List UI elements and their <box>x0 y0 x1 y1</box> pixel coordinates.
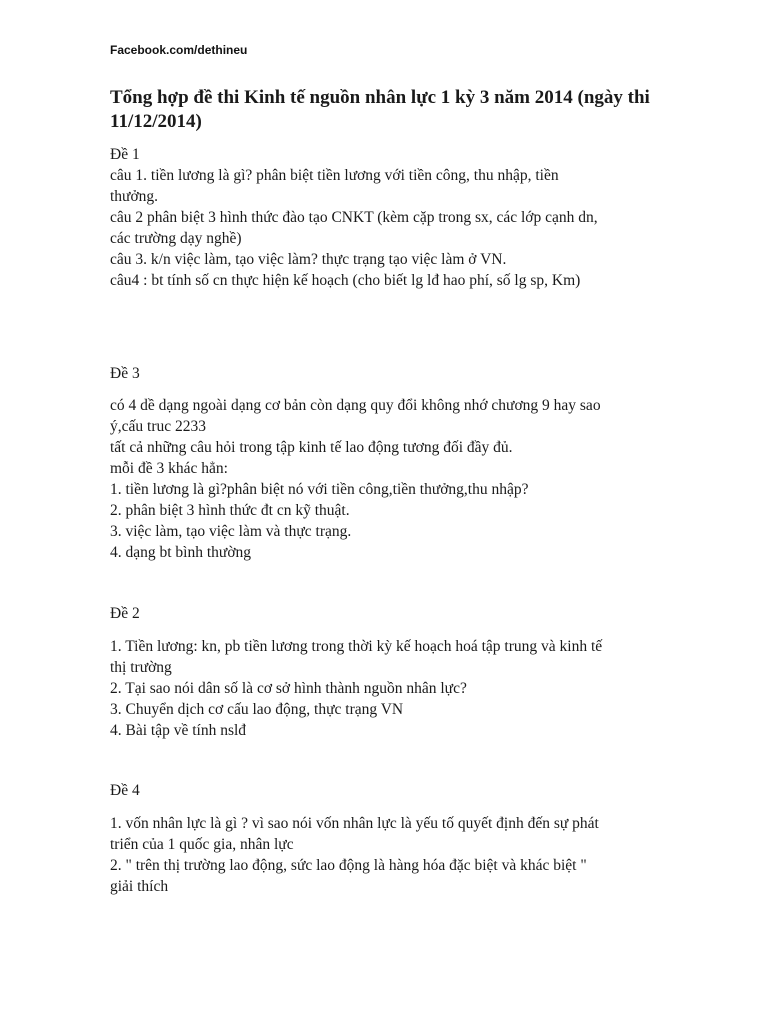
question-line: 2. phân biệt 3 hình thức đt cn kỹ thuật. <box>110 502 350 519</box>
exam-section-4 <box>110 781 700 897</box>
exam-section-3 <box>110 364 700 563</box>
question-line: ý,cấu truc 2233 <box>110 418 206 435</box>
question-line: thưởng. <box>110 188 159 205</box>
question-line: 1. vốn nhân lực là gì ? vì sao nói vốn nhân lực là yếu tố quyết định đến sự phát <box>110 815 599 832</box>
question-line: các trường dạy nghề) <box>110 230 242 247</box>
question-line: mỗi đề 3 khác hẳn: <box>110 460 228 477</box>
exam-heading: Đề 1 <box>110 146 140 163</box>
question-line: 2. Tại sao nói dân số là cơ sở hình thành nguồn nhân lực? <box>110 680 467 697</box>
question-line: 1. tiền lương là gì?phân biệt nó với tiền công,tiền thưởng,thu nhập? <box>110 481 529 498</box>
exam-heading: Đề 2 <box>110 605 140 622</box>
question-line: 4. Bài tập về tính nslđ <box>110 722 247 739</box>
header-link[interactable]: Facebook.com/dethineu <box>110 43 248 57</box>
exam-section-1 <box>110 145 700 291</box>
question-line: triển của 1 quốc gia, nhân lực <box>110 836 294 853</box>
question-line: 3. việc làm, tạo việc làm và thực trạng. <box>110 523 352 540</box>
exam-heading: Đề 3 <box>110 365 140 382</box>
exam-heading: Đề 4 <box>110 782 140 799</box>
question-line: tất cả những câu hỏi trong tập kinh tế lao động tương đối đầy đủ. <box>110 439 513 456</box>
exam-section-2 <box>110 604 700 741</box>
question-list <box>110 813 700 897</box>
question-line: thị trường <box>110 659 172 676</box>
question-list <box>110 636 700 741</box>
question-line: 2. " trên thị trường lao động, sức lao động là hàng hóa đặc biệt và khác biệt " <box>110 857 587 874</box>
document-title: Tổng hợp đề thi Kinh tế nguồn nhân lực 1 kỳ 3 năm 2014 (ngày thi 11/12/2014) <box>110 87 650 132</box>
question-line: 1. Tiền lương: kn, pb tiền lương trong thời kỳ kế hoạch hoá tập trung và kinh tế <box>110 638 603 655</box>
question-list <box>110 165 700 291</box>
question-line: câu 1. tiền lương là gì? phân biệt tiền lương với tiền công, thu nhập, tiền <box>110 167 559 184</box>
question-line: câu 3. k/n việc làm, tạo việc làm? thực trạng tạo việc làm ở VN. <box>110 251 507 268</box>
question-line: câu4 : bt tính số cn thực hiện kế hoạch (cho biết lg lđ hao phí, số lg sp, Km) <box>110 272 581 289</box>
question-line: câu 2 phân biệt 3 hình thức đào tạo CNKT (kèm cặp trong sx, các lớp cạnh dn, <box>110 209 598 226</box>
question-line: 3. Chuyển dịch cơ cấu lao động, thực trạng VN <box>110 701 404 718</box>
question-line: giải thích <box>110 878 169 895</box>
question-line: có 4 dề dạng ngoài dạng cơ bản còn dạng quy đổi không nhớ chương 9 hay sao <box>110 397 601 414</box>
question-line: 4. dạng bt bình thường <box>110 544 252 561</box>
question-list <box>110 395 700 563</box>
